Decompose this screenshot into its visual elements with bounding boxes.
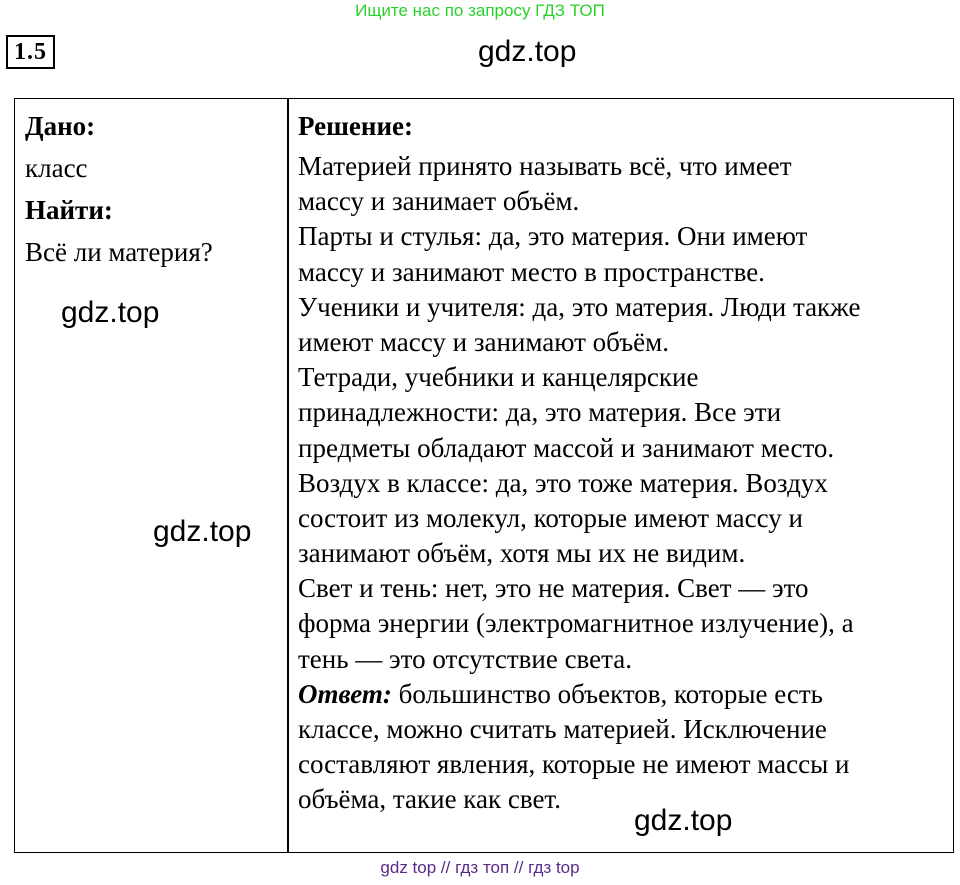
solution-line: состоит из молекул, которые имеют массу и: [298, 502, 803, 533]
watermark-bottom-right: gdz.top: [634, 804, 733, 837]
solution-line: занимают объём, хотя мы их не видим.: [298, 538, 746, 569]
solution-line: предметы обладают массой и занимают место.: [298, 432, 835, 463]
answer-label: Ответ:: [298, 678, 392, 709]
footer-text: gdz top // гдз топ // гдз top: [380, 858, 580, 877]
problem-number: 1.5: [6, 35, 55, 69]
solution-line: форма энергии (электромагнитное излучение), а: [298, 608, 854, 639]
answer-line: классе, можно считать материей. Исключение: [298, 714, 827, 744]
watermark-left-lower: gdz.top: [153, 515, 252, 548]
solution-column: [298, 105, 948, 818]
watermark-top: gdz.top: [478, 35, 577, 68]
solution-line: Тетради, учебники и канцелярские: [298, 362, 699, 393]
answer-line: [298, 677, 948, 712]
solution-line: принадлежности: да, это материя. Все эти: [298, 397, 782, 428]
solution-line: Свет и тень: нет, это не материя. Свет — это: [298, 573, 809, 604]
solution-line: имеют массу и занимают объём.: [298, 326, 669, 357]
solution-line: Парты и стулья: да, это материя. Они имеют: [298, 221, 808, 252]
solution-line: Ученики и учителя: да, это материя. Люди также: [298, 291, 861, 322]
find-label: Найти:: [25, 195, 113, 225]
solution-line: массу и занимает объём.: [298, 186, 580, 217]
solution-line: массу и занимают место в пространстве.: [298, 256, 765, 287]
solution-line: Воздух в классе: да, это тоже материя. Воздух: [298, 467, 828, 498]
watermark-left-upper: gdz.top: [61, 296, 160, 329]
answer-line: составляют явления, которые не имеют массы и: [298, 749, 850, 780]
solution-line: Материей принято называть всё, что имеет: [298, 151, 792, 181]
given-label: Дано:: [25, 111, 96, 141]
solution-label: Решение:: [298, 111, 413, 141]
search-banner: Ищите нас по запросу ГДЗ ТОП: [355, 1, 605, 20]
column-divider: [287, 98, 289, 853]
solution-line: тень — это отсутствие света.: [298, 643, 632, 674]
find-value: Всё ли материя?: [25, 237, 213, 267]
answer-text: большинство объектов, которые есть: [391, 678, 823, 709]
given-column: [25, 105, 280, 273]
answer-line: объёма, такие как свет.: [298, 784, 561, 815]
given-value: класс: [25, 153, 88, 183]
